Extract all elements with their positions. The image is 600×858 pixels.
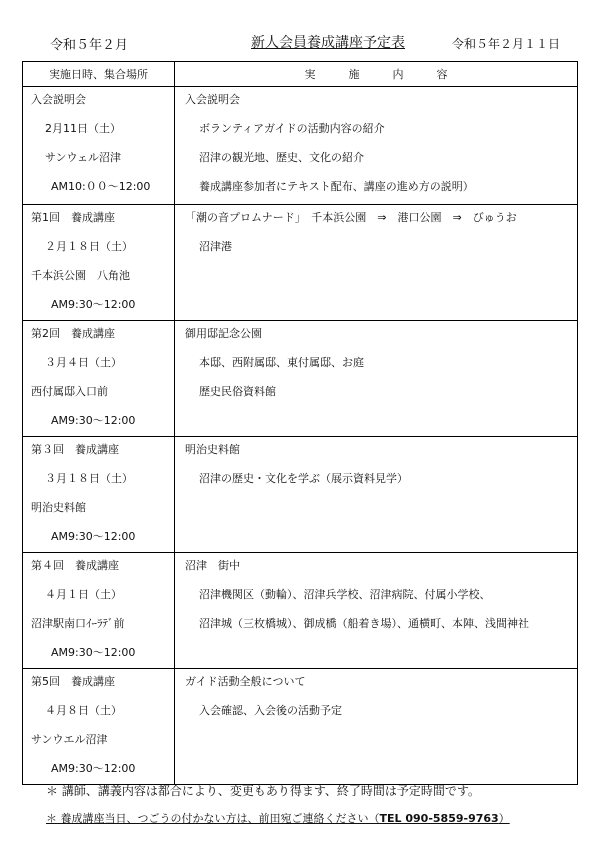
session-time: AM9:30～12:00: [51, 530, 136, 543]
note-contact-text: ＊ 養成講座当日、つごうの付かない方は、前田宛ご連絡ください（: [46, 812, 380, 825]
meeting-place: サンウエル沼津: [31, 733, 108, 746]
table-row: [23, 87, 578, 205]
session-content-cell: [175, 321, 578, 437]
session-time: AM9:30～12:00: [51, 298, 136, 311]
content-item: 沼津機関区（動輪）、沼津兵学校、沼津病院、付属小学校、: [199, 588, 491, 601]
content-heading: 沼津 街中: [185, 559, 240, 572]
session-time: AM9:30～12:00: [51, 762, 136, 775]
table-header-row: [23, 62, 578, 87]
notes: [46, 782, 510, 838]
content-item: 入会確認、入会後の活動予定: [199, 704, 342, 717]
session-title: 第2回 養成講座: [31, 327, 115, 340]
session-date: ３月４日（土）: [45, 356, 122, 369]
table-row: [23, 669, 578, 785]
page-title: 新人会員養成講座予定表: [251, 35, 405, 51]
session-content-cell: [175, 205, 578, 321]
note-contact-close: ）: [498, 812, 510, 825]
note-contact: [46, 810, 510, 838]
session-date-place-cell: [23, 321, 175, 437]
session-date-place-cell: [23, 205, 175, 321]
table-row: [23, 437, 578, 553]
meeting-place: 明治史料館: [31, 501, 86, 514]
session-title: 入会説明会: [31, 93, 86, 106]
content-heading: 御用邸記念公園: [185, 327, 262, 340]
content-heading: 明治史料館: [185, 443, 240, 456]
session-date-place-cell: [23, 553, 175, 669]
session-content-cell: [175, 87, 578, 205]
content-item: 沼津の歴史・文化を学ぶ（展示資料見学）: [199, 472, 408, 485]
session-date-place-cell: [23, 437, 175, 553]
table-row: [23, 205, 578, 321]
session-content-cell: [175, 437, 578, 553]
session-time: AM10:００～12:00: [51, 180, 151, 193]
schedule-table: [22, 61, 578, 785]
meeting-place: 千本浜公園 八角池: [31, 269, 130, 282]
col-header-date-place: 実施日時、集合場所: [23, 62, 175, 87]
header-right-date: 令和５年２月１１日: [452, 37, 561, 51]
session-title: 第３回 養成講座: [31, 443, 119, 456]
session-date: ４月１日（土）: [45, 588, 122, 601]
session-date: ２月１８日（土）: [45, 240, 133, 253]
content-item: ボランティアガイドの活動内容の紹介: [199, 122, 385, 135]
session-title: 第４回 養成講座: [31, 559, 119, 572]
table-row: [23, 321, 578, 437]
table-row: [23, 553, 578, 669]
contact-phone: TEL 090-5859-9763: [379, 812, 499, 825]
header-left-date: 令和５年２月: [50, 38, 129, 53]
content-item: 本邸、西附属邸、東付属邸、お庭: [199, 356, 364, 369]
meeting-place: 沼津駅南口ｲｰﾗﾃﾞ前: [31, 617, 125, 630]
session-date: ３月１８日（土）: [45, 472, 133, 485]
content-heading: 「潮の音プロムナード」 千本浜公園 ⇒ 港口公園 ⇒ びゅうお: [185, 211, 517, 224]
col-header-content: 実 施 内 容: [175, 62, 578, 87]
content-item: 沼津城（三枚橋城）、御成橋（船着き場）、通横町、本陣、浅間神社: [199, 617, 529, 630]
session-content-cell: [175, 553, 578, 669]
content-item: 沼津の観光地、歴史、文化の紹介: [199, 151, 364, 164]
content-item: 歴史民俗資料館: [199, 385, 276, 398]
session-date: ４月８日（土）: [45, 704, 122, 717]
session-title: 第5回 養成講座: [31, 675, 115, 688]
meeting-place: サンウェル沼津: [45, 151, 122, 164]
session-time: AM9:30～12:00: [51, 414, 136, 427]
content-heading: 入会説明会: [185, 93, 240, 106]
meeting-place: 西付属邸入口前: [31, 385, 108, 398]
content-item: 養成講座参加者にテキスト配布、講座の進め方の説明）: [199, 180, 474, 193]
session-date-place-cell: [23, 669, 175, 785]
session-title: 第1回 養成講座: [31, 211, 115, 224]
session-date-place-cell: [23, 87, 175, 205]
content-heading: ガイド活動全般について: [185, 675, 306, 688]
note-schedule-change: ＊ 講師、講義内容は都合により、変更もあり得ます、終了時間は予定時間です。: [46, 784, 480, 798]
content-item: 沼津港: [199, 240, 232, 253]
session-content-cell: [175, 669, 578, 785]
session-time: AM9:30～12:00: [51, 646, 136, 659]
session-date: 2月11日（土）: [45, 122, 121, 135]
